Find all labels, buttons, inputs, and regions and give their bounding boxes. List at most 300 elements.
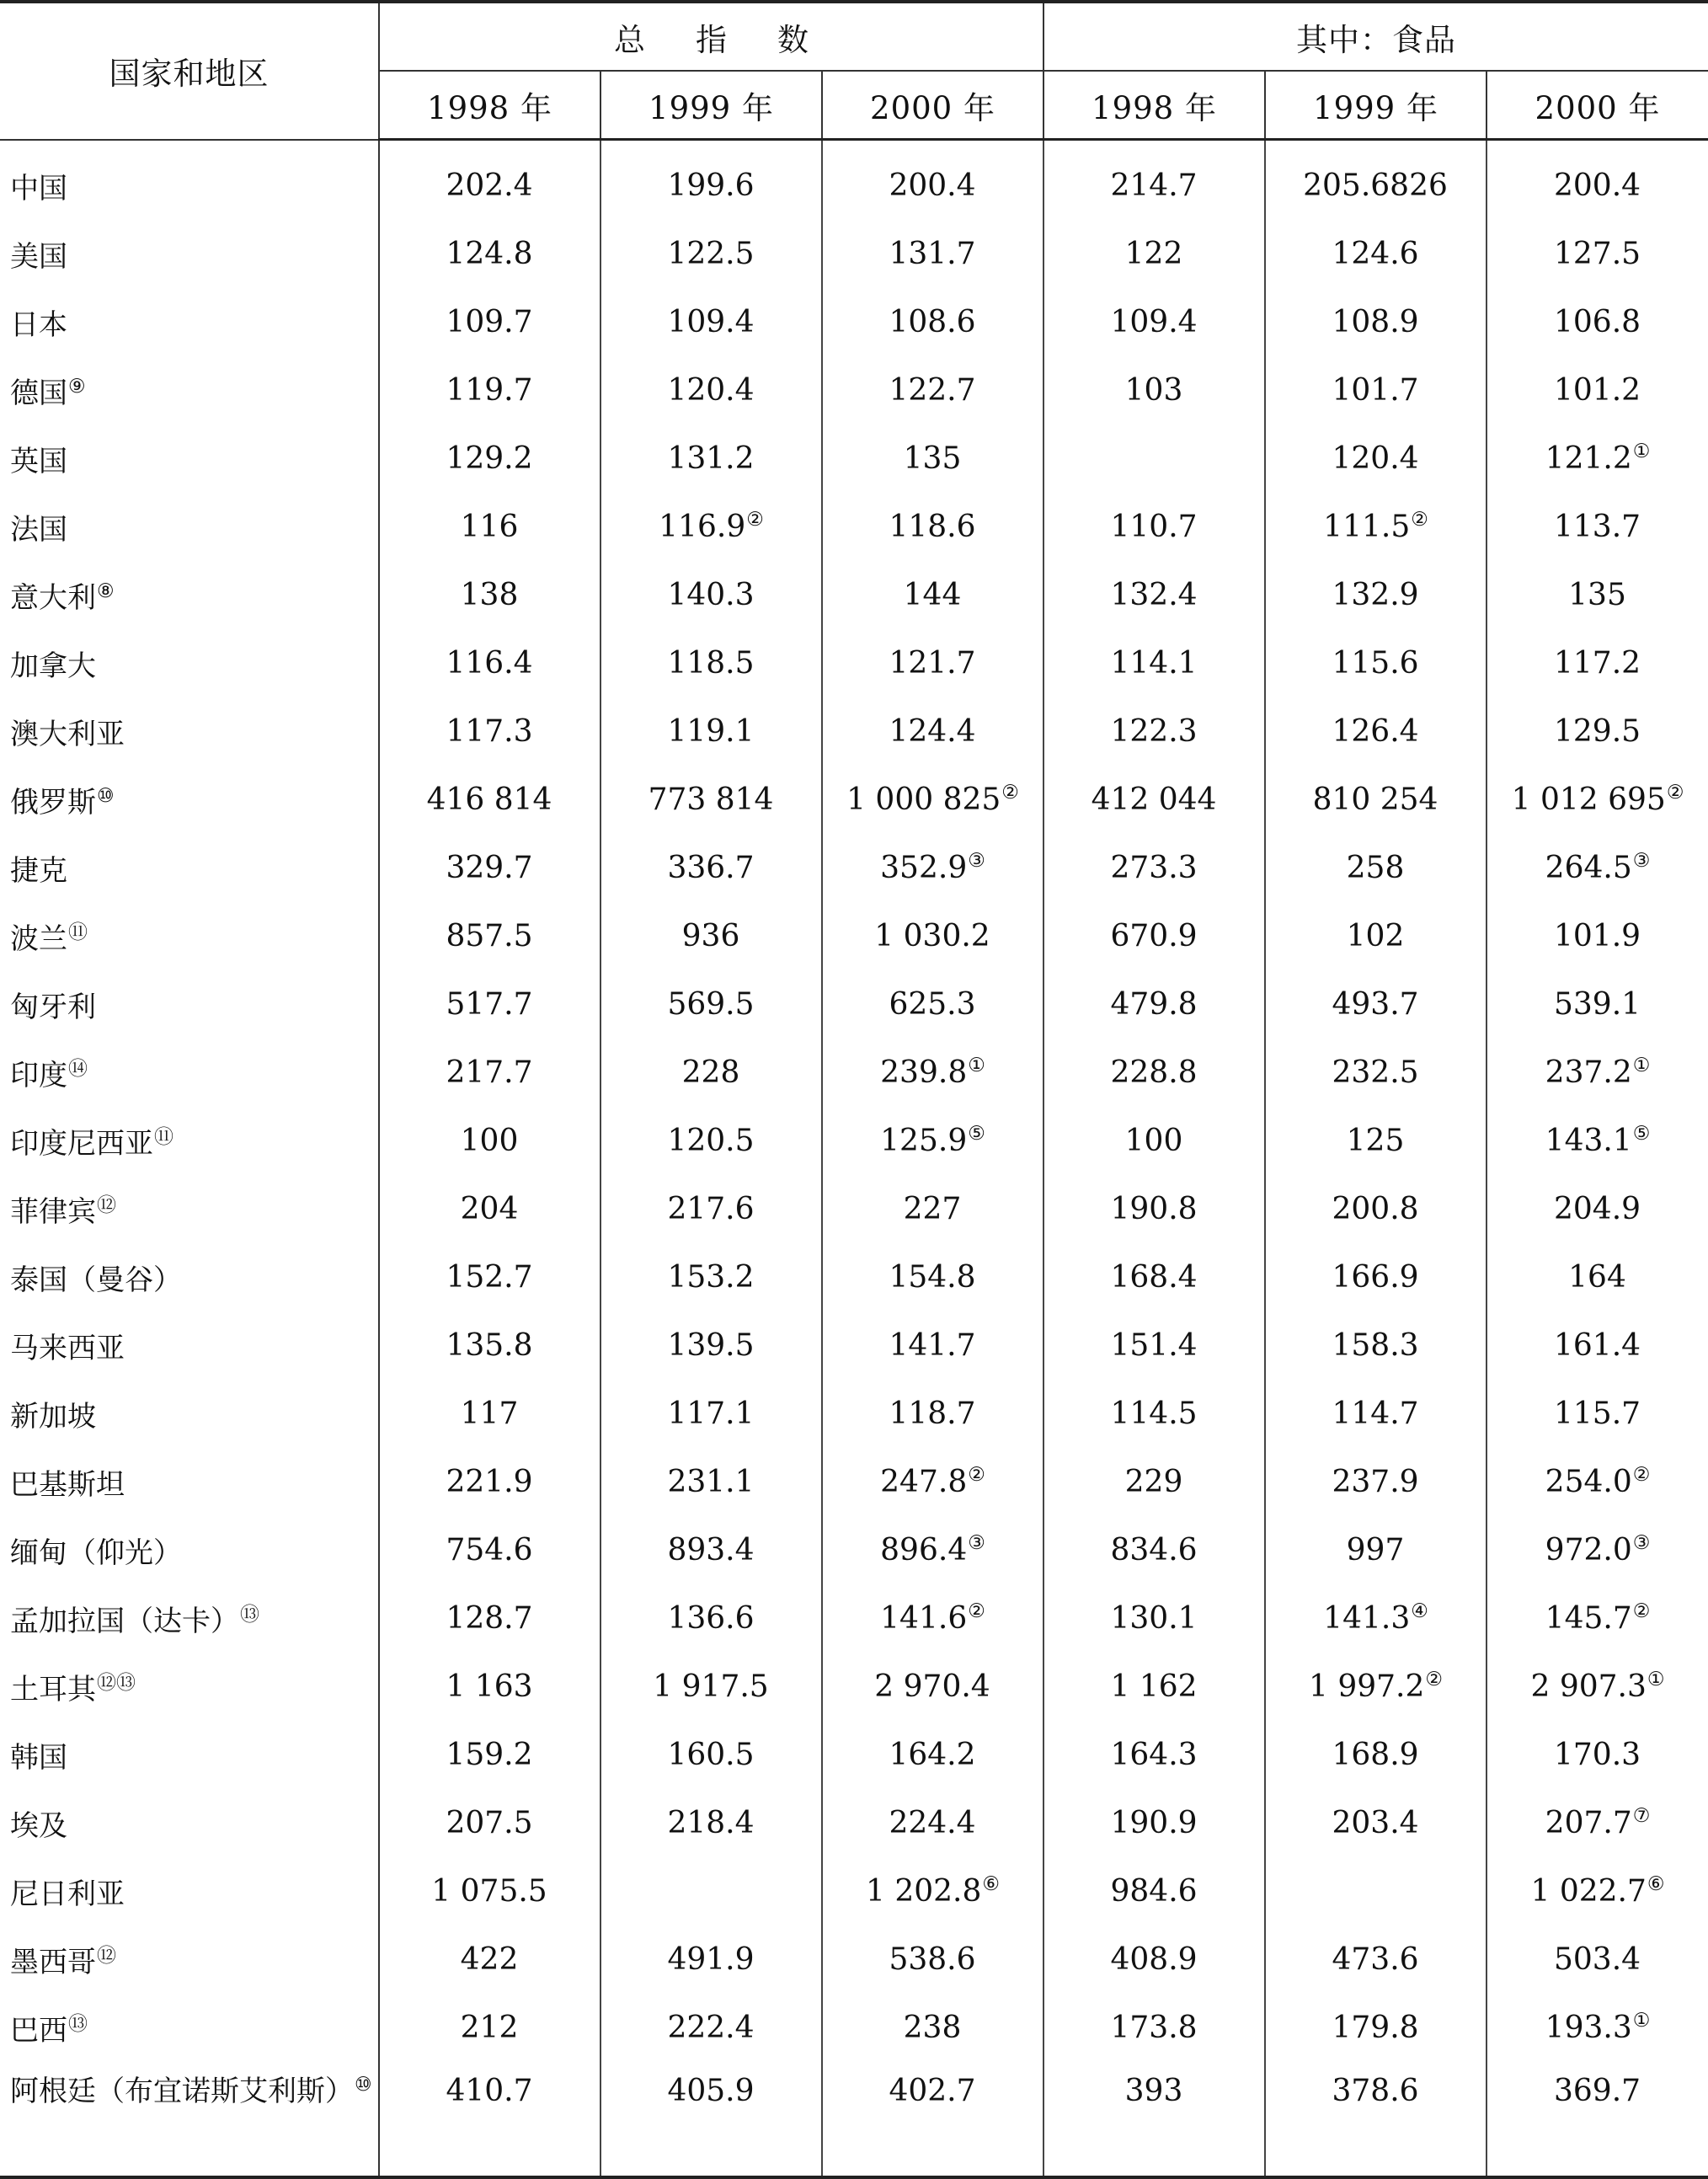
cell-value: 538.6 — [889, 1942, 976, 1977]
cell-value: 135.8 — [446, 1328, 533, 1363]
country-name-cell — [0, 1857, 379, 1925]
table-row — [0, 766, 1708, 834]
value-cell — [1043, 1584, 1265, 1653]
country-name-cell — [0, 1448, 379, 1516]
value-cell — [379, 1994, 600, 2062]
value-cell — [379, 288, 600, 356]
country-name: 韩国 — [10, 1741, 67, 1775]
value-footnote-marker: ⑤ — [1632, 1123, 1651, 1145]
value-cell — [600, 288, 822, 356]
cell-value: 109.4 — [667, 305, 755, 339]
country-name: 德国 — [10, 377, 67, 410]
country-footnote-marker: ⑭ — [68, 1057, 88, 1080]
value-cell — [1486, 1789, 1708, 1857]
value-cell — [1265, 425, 1486, 493]
country-name: 马来西亚 — [10, 1332, 125, 1365]
value-cell — [822, 1925, 1043, 1994]
cell-value: 151.4 — [1110, 1328, 1198, 1363]
country-name-cell — [0, 970, 379, 1039]
cell-value: 114.7 — [1332, 1397, 1419, 1431]
cell-value: 810 254 — [1312, 782, 1438, 817]
value-cell — [1043, 356, 1265, 425]
cell-value: 109.4 — [1110, 305, 1198, 339]
year-header-total-1999: 1999 年 — [600, 71, 822, 140]
value-cell — [1265, 140, 1486, 221]
value-cell — [379, 1925, 600, 1994]
value-cell — [822, 1448, 1043, 1516]
country-name-cell — [0, 561, 379, 629]
country-name: 巴基斯坦 — [10, 1468, 125, 1502]
value-footnote-marker: ③ — [1632, 850, 1651, 872]
cell-value: 479.8 — [1110, 987, 1198, 1022]
value-cell — [1043, 1175, 1265, 1243]
value-cell — [1486, 902, 1708, 970]
value-cell — [1043, 1516, 1265, 1584]
value-footnote-marker: ① — [1632, 441, 1651, 462]
table-row — [0, 140, 1708, 221]
value-cell — [379, 561, 600, 629]
value-cell — [1043, 629, 1265, 697]
table-header — [0, 2, 1708, 140]
value-cell — [379, 1653, 600, 1721]
cell-value: 121.2 — [1545, 441, 1632, 476]
value-cell — [1043, 561, 1265, 629]
cell-value: 135 — [903, 441, 962, 476]
value-cell — [1265, 697, 1486, 766]
value-cell — [1265, 1925, 1486, 1994]
cell-value: 670.9 — [1110, 919, 1198, 953]
cell-value: 115.6 — [1332, 646, 1419, 681]
cell-value: 141.7 — [889, 1328, 976, 1363]
value-cell — [600, 220, 822, 288]
cell-value: 422 — [460, 1942, 519, 1977]
value-cell — [1043, 2062, 1265, 2177]
value-cell — [600, 1789, 822, 1857]
value-footnote-marker: ③ — [1632, 1532, 1651, 1554]
value-footnote-marker: ④ — [1411, 1600, 1428, 1622]
country-name: 埃及 — [10, 1809, 67, 1843]
cell-value: 1 917.5 — [653, 1669, 769, 1704]
value-footnote-marker: ① — [968, 1055, 985, 1076]
cell-value: 754.6 — [446, 1533, 533, 1567]
value-cell — [822, 1380, 1043, 1448]
value-cell — [600, 1584, 822, 1653]
cell-value: 101.2 — [1553, 373, 1641, 408]
cell-value: 125 — [1346, 1124, 1405, 1158]
value-footnote-marker: ① — [1647, 1669, 1665, 1690]
cell-value: 273.3 — [1110, 851, 1198, 885]
cell-value: 117.1 — [667, 1397, 755, 1431]
food-group-header: 其中：食品 — [1043, 2, 1708, 71]
value-cell — [822, 1243, 1043, 1311]
value-cell — [600, 629, 822, 697]
table-row — [0, 1516, 1708, 1584]
cell-value: 116.9 — [659, 510, 746, 544]
cell-value: 222.4 — [667, 2011, 755, 2045]
country-name: 加拿大 — [10, 649, 96, 683]
country-name-cell — [0, 1789, 379, 1857]
cell-value: 145.7 — [1545, 1601, 1632, 1636]
country-name: 匈牙利 — [10, 991, 96, 1024]
country-footnote-marker: ⑫ — [97, 1944, 116, 1967]
country-footnote-marker: ⑪ — [68, 921, 88, 943]
value-cell — [822, 493, 1043, 561]
year-header-total-1998: 1998 年 — [379, 71, 600, 140]
value-cell — [379, 1107, 600, 1175]
cell-value: 135 — [1568, 578, 1626, 612]
country-name-cell — [0, 766, 379, 834]
value-footnote-marker: ② — [1632, 1464, 1651, 1486]
table-row — [0, 1311, 1708, 1380]
value-footnote-marker: ② — [1001, 782, 1019, 804]
table-row — [0, 288, 1708, 356]
cell-value: 2 970.4 — [874, 1669, 990, 1704]
value-cell — [1265, 1789, 1486, 1857]
cell-value: 119.7 — [446, 373, 533, 408]
table-row — [0, 1107, 1708, 1175]
table-row — [0, 902, 1708, 970]
country-name-cell — [0, 493, 379, 561]
value-cell — [1486, 1243, 1708, 1311]
cell-value: 121.7 — [889, 646, 976, 681]
year-header-food-1999: 1999 年 — [1265, 71, 1486, 140]
value-cell — [822, 629, 1043, 697]
cell-value: 264.5 — [1545, 851, 1632, 885]
value-cell — [600, 1857, 822, 1925]
year-header-food-1998: 1998 年 — [1043, 71, 1265, 140]
total-index-label: 总指数 — [614, 21, 859, 58]
cell-value: 207.5 — [446, 1806, 533, 1840]
cell-value: 972.0 — [1545, 1533, 1632, 1567]
value-cell — [1486, 970, 1708, 1039]
cell-value: 221.9 — [446, 1465, 533, 1499]
value-cell — [600, 356, 822, 425]
value-cell — [1265, 970, 1486, 1039]
value-cell — [600, 970, 822, 1039]
value-cell — [822, 288, 1043, 356]
value-cell — [600, 1107, 822, 1175]
value-cell — [1486, 1721, 1708, 1789]
total-index-group-header — [379, 2, 1043, 71]
value-cell — [379, 629, 600, 697]
cell-value: 120.4 — [1332, 441, 1419, 476]
table-row — [0, 970, 1708, 1039]
value-cell — [379, 1789, 600, 1857]
cell-value: 352.9 — [880, 851, 968, 885]
cell-value: 166.9 — [1332, 1260, 1419, 1295]
value-cell — [822, 425, 1043, 493]
value-cell — [1265, 493, 1486, 561]
cell-value: 1 163 — [446, 1669, 533, 1704]
country-name: 印度 — [10, 1059, 67, 1092]
value-cell — [1486, 1448, 1708, 1516]
value-cell — [379, 766, 600, 834]
cell-value: 122 — [1124, 237, 1183, 271]
value-footnote-marker: ② — [1425, 1669, 1444, 1690]
country-footnote-marker: ⑬ — [68, 2012, 88, 2035]
cell-value: 122.3 — [1110, 714, 1198, 749]
value-cell — [822, 1789, 1043, 1857]
cell-value: 139.5 — [667, 1328, 755, 1363]
cell-value: 154.8 — [889, 1260, 976, 1295]
cell-value: 190.9 — [1110, 1806, 1198, 1840]
table-row — [0, 697, 1708, 766]
cell-value: 160.5 — [667, 1738, 755, 1772]
cell-value: 997 — [1346, 1533, 1405, 1567]
country-name-cell — [0, 1380, 379, 1448]
country-name-cell — [0, 1039, 379, 1107]
cell-value: 127.5 — [1553, 237, 1641, 271]
cell-value: 237.9 — [1332, 1465, 1419, 1499]
cell-value: 217.7 — [446, 1055, 533, 1090]
value-cell — [1486, 140, 1708, 221]
value-cell — [1265, 1311, 1486, 1380]
cell-value: 204 — [460, 1192, 519, 1226]
country-name-cell — [0, 356, 379, 425]
value-cell — [1043, 425, 1265, 493]
cell-value: 228.8 — [1110, 1055, 1198, 1090]
cell-value: 239.8 — [880, 1055, 968, 1090]
value-cell — [379, 697, 600, 766]
value-cell — [600, 697, 822, 766]
value-footnote-marker: ⑥ — [1647, 1873, 1665, 1895]
cell-value: 212 — [460, 2011, 519, 2045]
cell-value: 1 997.2 — [1308, 1669, 1425, 1704]
country-name: 法国 — [10, 513, 67, 547]
country-name-cell — [0, 425, 379, 493]
cell-value: 130.1 — [1110, 1601, 1198, 1636]
cell-value: 2 907.3 — [1530, 1669, 1647, 1704]
cell-value: 118.6 — [889, 510, 976, 544]
cell-value: 120.4 — [667, 373, 755, 408]
value-footnote-marker: ② — [1666, 782, 1684, 804]
country-name: 泰国（曼谷） — [10, 1263, 182, 1297]
country-name: 俄罗斯 — [10, 786, 96, 820]
value-cell — [1043, 493, 1265, 561]
cell-value: 153.2 — [667, 1260, 755, 1295]
cell-value: 114.5 — [1110, 1397, 1198, 1431]
cell-value: 228 — [681, 1055, 740, 1090]
country-column-header: 国家和地区 — [0, 2, 379, 140]
value-cell — [1043, 140, 1265, 221]
cell-value: 129.2 — [446, 441, 533, 476]
cell-value: 247.8 — [880, 1465, 968, 1499]
value-cell — [822, 1721, 1043, 1789]
value-footnote-marker: ② — [968, 1464, 985, 1486]
value-cell — [600, 140, 822, 221]
value-cell — [1486, 1175, 1708, 1243]
cell-value: 539.1 — [1553, 987, 1641, 1022]
value-cell — [600, 1175, 822, 1243]
value-cell — [822, 1107, 1043, 1175]
value-cell — [1486, 561, 1708, 629]
cell-value: 113.7 — [1553, 510, 1641, 544]
cell-value: 200.4 — [889, 168, 976, 203]
cell-value: 893.4 — [667, 1533, 755, 1567]
country-footnote-marker: ⑩ — [355, 2073, 372, 2096]
value-cell — [1043, 288, 1265, 356]
country-name: 缅甸（仰光） — [10, 1536, 182, 1570]
cell-value: 896.4 — [880, 1533, 968, 1567]
country-name-cell — [0, 220, 379, 288]
cell-value: 393 — [1124, 2074, 1183, 2108]
country-name-cell — [0, 288, 379, 356]
country-name-cell — [0, 140, 379, 221]
table-row — [0, 1380, 1708, 1448]
value-cell — [379, 1516, 600, 1584]
cell-value: 203.4 — [1332, 1806, 1419, 1840]
cell-value: 141.3 — [1323, 1601, 1411, 1636]
cell-value: 200.8 — [1332, 1192, 1419, 1226]
value-cell — [1486, 1039, 1708, 1107]
value-cell — [1265, 356, 1486, 425]
value-cell — [379, 220, 600, 288]
value-cell — [1265, 561, 1486, 629]
cell-value: 101.9 — [1553, 919, 1641, 953]
country-footnote-marker: ⑪ — [154, 1125, 173, 1148]
cell-value: 117 — [460, 1397, 519, 1431]
country-footnote-marker: ⑨ — [68, 375, 86, 398]
country-name: 土耳其 — [10, 1673, 96, 1706]
country-name-cell — [0, 1175, 379, 1243]
country-name-cell — [0, 1925, 379, 1994]
cell-value: 254.0 — [1545, 1465, 1632, 1499]
value-cell — [1043, 1789, 1265, 1857]
table-row — [0, 1925, 1708, 1994]
value-cell — [1486, 834, 1708, 902]
value-cell — [600, 834, 822, 902]
cell-value: 218.4 — [667, 1806, 755, 1840]
value-cell — [822, 1994, 1043, 2062]
cell-value: 125.9 — [880, 1124, 968, 1158]
value-cell — [822, 140, 1043, 221]
value-cell — [379, 1380, 600, 1448]
value-cell — [1265, 1107, 1486, 1175]
value-cell — [822, 220, 1043, 288]
value-cell — [600, 1448, 822, 1516]
value-footnote-marker: ⑥ — [982, 1873, 1001, 1895]
country-name: 新加坡 — [10, 1400, 96, 1434]
country-name: 孟加拉国（达卡） — [10, 1605, 239, 1638]
value-cell — [822, 1857, 1043, 1925]
cell-value: 122.7 — [889, 373, 976, 408]
table-row — [0, 834, 1708, 902]
value-cell — [1043, 1653, 1265, 1721]
cell-value: 161.4 — [1553, 1328, 1641, 1363]
country-name-cell — [0, 1994, 379, 2062]
cell-value: 200.4 — [1553, 168, 1641, 203]
value-cell — [600, 425, 822, 493]
value-cell — [379, 902, 600, 970]
table-row — [0, 425, 1708, 493]
value-cell — [1486, 2062, 1708, 2177]
cell-value: 204.9 — [1553, 1192, 1641, 1226]
cell-value: 984.6 — [1110, 1874, 1198, 1909]
value-cell — [1043, 970, 1265, 1039]
value-cell — [1265, 288, 1486, 356]
cell-value: 834.6 — [1110, 1533, 1198, 1567]
cell-value: 473.6 — [1332, 1942, 1419, 1977]
cell-value: 217.6 — [667, 1192, 755, 1226]
country-name: 英国 — [10, 445, 67, 478]
cell-value: 116 — [460, 510, 519, 544]
cell-value: 378.6 — [1332, 2074, 1419, 2108]
value-cell — [1265, 1653, 1486, 1721]
cell-value: 132.4 — [1110, 578, 1198, 612]
table-row — [0, 1857, 1708, 1925]
cell-value: 124.4 — [889, 714, 976, 749]
cell-value: 224.4 — [889, 1806, 976, 1840]
value-cell — [1043, 1039, 1265, 1107]
table-row — [0, 1653, 1708, 1721]
cell-value: 132.9 — [1332, 578, 1419, 612]
value-cell — [1486, 766, 1708, 834]
country-name-cell — [0, 834, 379, 902]
cell-value: 412 044 — [1091, 782, 1217, 817]
value-cell — [379, 2062, 600, 2177]
value-cell — [822, 1584, 1043, 1653]
cell-value: 625.3 — [889, 987, 976, 1022]
value-cell — [1265, 1516, 1486, 1584]
cell-value: 140.3 — [667, 578, 755, 612]
value-footnote-marker: ① — [1632, 1055, 1651, 1076]
value-cell — [1265, 1448, 1486, 1516]
value-footnote-marker: ② — [746, 509, 764, 531]
value-cell — [1486, 1107, 1708, 1175]
value-cell — [1043, 902, 1265, 970]
cell-value: 170.3 — [1553, 1738, 1641, 1772]
value-cell — [1265, 766, 1486, 834]
value-cell — [379, 1584, 600, 1653]
value-cell — [379, 1721, 600, 1789]
cell-value: 416 814 — [426, 782, 552, 817]
value-cell — [1265, 1175, 1486, 1243]
cell-value: 144 — [903, 578, 962, 612]
cell-value: 569.5 — [667, 987, 755, 1022]
value-cell — [1265, 834, 1486, 902]
country-name-cell — [0, 697, 379, 766]
country-name-cell — [0, 1311, 379, 1380]
value-footnote-marker: ③ — [968, 850, 985, 872]
value-footnote-marker: ⑤ — [968, 1123, 985, 1145]
cell-value: 190.8 — [1110, 1192, 1198, 1226]
country-name-cell — [0, 1516, 379, 1584]
table-row — [0, 1721, 1708, 1789]
value-cell — [822, 2062, 1043, 2177]
value-cell — [379, 834, 600, 902]
value-cell — [1486, 1584, 1708, 1653]
country-name: 波兰 — [10, 922, 67, 956]
cell-value: 202.4 — [446, 168, 533, 203]
value-cell — [1265, 1994, 1486, 2062]
cell-value: 199.6 — [667, 168, 755, 203]
cell-value: 152.7 — [446, 1260, 533, 1295]
cell-value: 405.9 — [667, 2074, 755, 2108]
value-cell — [1486, 1516, 1708, 1584]
value-footnote-marker: ② — [1632, 1600, 1651, 1622]
cell-value: 1 075.5 — [431, 1874, 547, 1909]
country-name: 菲律宾 — [10, 1195, 96, 1229]
country-footnote-marker: ⑫ — [97, 1194, 116, 1216]
cell-value: 138 — [460, 578, 519, 612]
cell-value: 410.7 — [446, 2074, 533, 2108]
value-cell — [600, 561, 822, 629]
cell-value: 119.1 — [667, 714, 755, 749]
country-footnote-marker: ⑧ — [97, 579, 115, 602]
country-name-cell — [0, 1107, 379, 1175]
cell-value: 124.6 — [1332, 237, 1419, 271]
value-cell — [1265, 902, 1486, 970]
